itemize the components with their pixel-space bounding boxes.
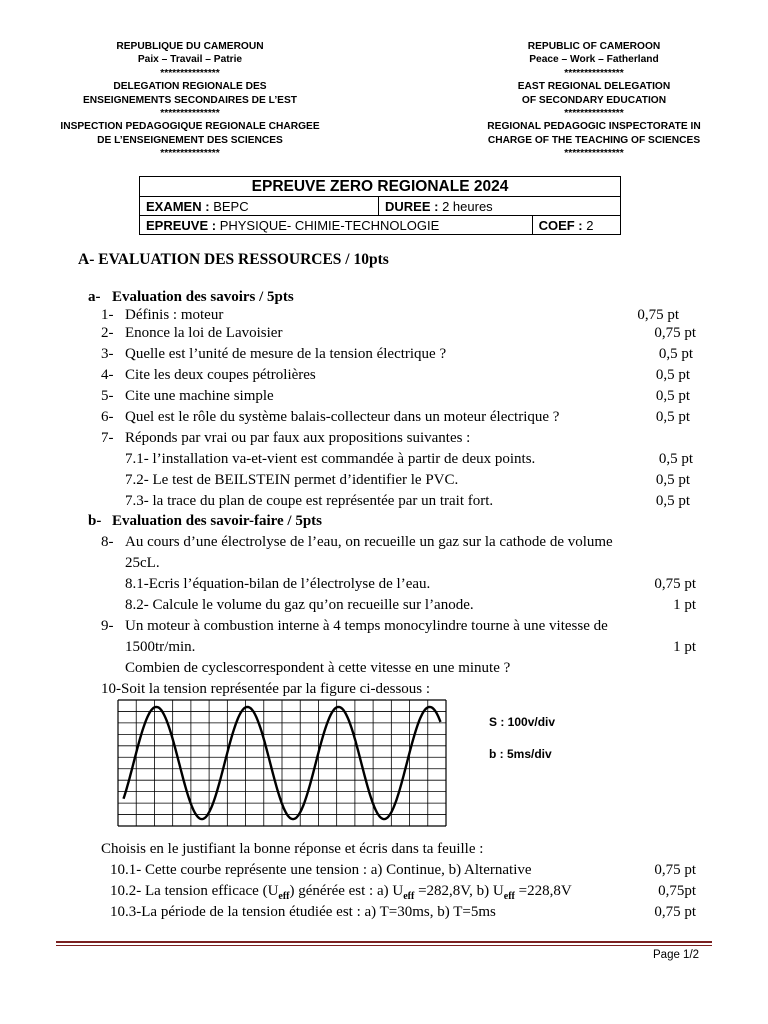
header-right-line: EAST REGIONAL DELEGATION <box>517 81 671 93</box>
q7-2-points: 0,5 pt <box>655 472 690 488</box>
footer-rule-thin <box>56 945 712 946</box>
q8-1-points: 0,75 pt <box>654 576 696 592</box>
q-text: Cite les deux coupes pétrolières <box>125 367 316 383</box>
q8-2-points: 1 pt <box>673 597 696 613</box>
q-num: 1- <box>101 307 114 323</box>
examen-label: EXAMEN : <box>146 198 210 214</box>
question-9-cont: 1500tr/min. <box>125 639 196 655</box>
examen-cell <box>140 197 379 216</box>
header-left-line: DE L’ENSEIGNEMENT DES SCIENCES <box>97 134 283 146</box>
header-left-line: *************** <box>160 148 220 160</box>
timebase-label: b : 5ms/div <box>489 747 552 761</box>
q10-1-points: 0,75 pt <box>654 862 696 878</box>
q3-points: 0,5 pt <box>658 346 693 362</box>
question-3 <box>101 344 446 364</box>
question-8-2: 8.2- Calcule le volume du gaz qu’on recueille sur l’anode. <box>125 597 474 613</box>
examen-value: BEPC <box>213 198 249 214</box>
part-b-title: Evaluation des savoir-faire / 5pts <box>112 513 323 529</box>
question-4 <box>101 365 316 385</box>
question-7-2: 7.2- Le test de BEILSTEIN permet d’identifier le PVC. <box>125 472 459 488</box>
header-right-line: OF SECONDARY EDUCATION <box>521 94 667 106</box>
header-left-line: REPUBLIQUE DU CAMEROUN <box>116 41 264 52</box>
q-num: 4- <box>101 367 114 383</box>
coef-cell <box>532 216 620 235</box>
q-text: Un moteur à combustion interne à 4 temps monocylindre tourne à une vitesse de <box>125 618 608 634</box>
header-right-line: CHARGE OF THE TEACHING OF SCIENCES <box>487 134 701 146</box>
part-a-heading <box>88 287 294 307</box>
part-a-title: Evaluation des savoirs / 5pts <box>112 289 294 305</box>
oscilloscope-figure <box>117 699 447 827</box>
question-2 <box>101 323 282 343</box>
part-a-num: a- <box>88 289 101 305</box>
question-7 <box>101 428 470 448</box>
q2-points: 0,75 pt <box>654 325 696 341</box>
duree-label: DUREE : <box>385 198 439 214</box>
q10-2-part: 10.2- La tension efficace (U <box>110 883 279 899</box>
q10-2-part: =228,8V <box>514 883 572 899</box>
exam-info-table <box>139 176 621 235</box>
q9-points: 1 pt <box>673 639 696 655</box>
header-left-line: INSPECTION PEDAGOGIQUE REGIONALE CHARGEE <box>60 121 320 133</box>
q-num: 6- <box>101 409 114 425</box>
q-text: Enonce la loi de Lavoisier <box>125 325 283 341</box>
q5-points: 0,5 pt <box>655 388 690 404</box>
epreuve-cell <box>140 216 533 235</box>
q10-3-points: 0,75 pt <box>654 904 696 920</box>
q-text: Au cours d’une électrolyse de l’eau, on recueille un gaz sur la cathode de volume <box>125 534 613 550</box>
q-num: 9- <box>101 618 114 634</box>
page-number: Page 1/2 <box>653 949 700 961</box>
header-right-line: *************** <box>564 148 624 160</box>
q10-2-sub: eff <box>403 891 415 902</box>
q7-1-points: 0,5 pt <box>658 451 693 467</box>
header-right-line: *************** <box>564 108 624 120</box>
question-9-sub: Combien de cyclescorrespondent à cette vitesse en une minute ? <box>125 660 511 676</box>
header-left <box>40 40 340 161</box>
q-text: Définis : moteur <box>125 307 224 323</box>
header-left-line: *************** <box>160 108 220 120</box>
question-1 <box>101 305 223 325</box>
question-5 <box>101 386 274 406</box>
question-6 <box>101 407 559 427</box>
question-8-1: 8.1-Ecris l’équation-bilan de l’électrolyse de l’eau. <box>125 576 431 592</box>
q4-points: 0,5 pt <box>655 367 690 383</box>
epreuve-label: EPREUVE : <box>146 217 217 233</box>
header-right-line: REPUBLIC OF CAMEROON <box>527 41 661 52</box>
question-7-1: 7.1- l’installation va-et-vient est commandée à partir de deux points. <box>125 451 536 467</box>
q-num: 3- <box>101 346 114 362</box>
q-num: 5- <box>101 388 114 404</box>
q7-3-points: 0,5 pt <box>655 493 690 509</box>
header-right-line: REGIONAL PEDAGOGIC INSPECTORATE IN <box>487 121 701 133</box>
coef-label: COEF : <box>538 217 583 233</box>
q-num: 8- <box>101 534 114 550</box>
header-right-line: Peace – Work – Fatherland <box>529 54 659 66</box>
question-8 <box>101 532 613 552</box>
question-10-3: 10.3-La période de la tension étudiée est : a) T=30ms, b) T=5ms <box>110 904 496 920</box>
q10-2-part: ) générée est : a) U <box>289 883 404 899</box>
question-10: 10-Soit la tension représentée par la figure ci-dessous : <box>101 681 431 697</box>
sensitivity-label: S : 100v/div <box>489 715 556 729</box>
header-left-line: DELEGATION REGIONALE DES <box>113 81 267 93</box>
q-num: 7- <box>101 430 114 446</box>
header-left-line: Paix – Travail – Patrie <box>137 54 243 66</box>
question-9 <box>101 616 608 636</box>
q-text: Quel est le rôle du système balais-collecteur dans un moteur électrique ? <box>125 409 560 425</box>
header-left-line: *************** <box>160 67 220 79</box>
header-right-line: *************** <box>564 67 624 79</box>
epreuve-value: PHYSIQUE- CHIMIE-TECHNOLOGIE <box>219 217 440 233</box>
header-right <box>444 40 744 161</box>
coef-value: 2 <box>586 217 594 233</box>
q1-points: 0,75 pt <box>637 307 679 323</box>
q6-points: 0,5 pt <box>655 409 690 425</box>
duree-cell <box>379 197 621 216</box>
q-text: Réponds par vrai ou par faux aux propositions suivantes : <box>125 430 471 446</box>
part-b-num: b- <box>88 513 102 529</box>
question-10-1: 10.1- Cette courbe représente une tension : a) Continue, b) Alternative <box>110 862 532 878</box>
q-text: Quelle est l’unité de mesure de la tension électrique ? <box>125 346 447 362</box>
question-7-3: 7.3- la trace du plan de coupe est représentée par un trait fort. <box>125 493 494 509</box>
q10-2-points: 0,75pt <box>658 883 696 899</box>
question-8-cont: 25cL. <box>125 555 160 571</box>
header-left-line: ENSEIGNEMENTS SECONDAIRES DE L’EST <box>83 94 297 106</box>
part-b-heading <box>88 511 322 531</box>
q10-2-sub: eff <box>278 891 290 902</box>
exam-title: EPREUVE ZERO REGIONALE 2024 <box>140 177 621 197</box>
q-text: Cite une machine simple <box>125 388 274 404</box>
q-num: 2- <box>101 325 114 341</box>
section-a-title: A- EVALUATION DES RESSOURCES / 10pts <box>78 251 389 268</box>
q10-2-part: =282,8V, b) U <box>414 883 504 899</box>
footer-rule <box>56 941 712 943</box>
duree-value: 2 heures <box>442 198 493 214</box>
choose-instruction: Choisis en le justifiant la bonne réponse et écris dans ta feuille : <box>101 841 484 857</box>
q10-2-sub: eff <box>503 891 515 902</box>
